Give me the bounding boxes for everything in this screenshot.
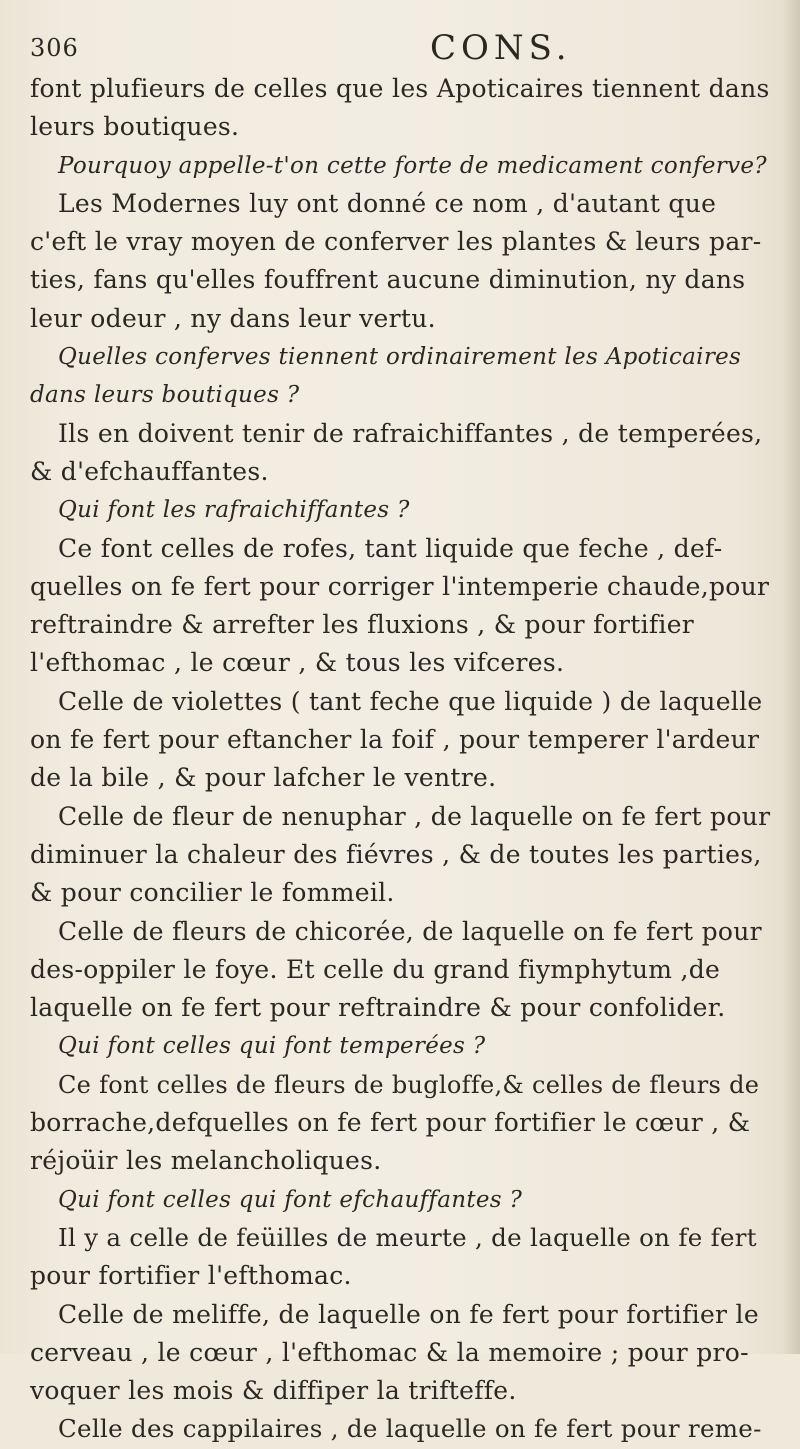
question-line: Pourquoy appelle-t'on cette forte de medicament conferve? <box>58 152 767 179</box>
text-line: voquer les mois & diffiper la trifteffe. <box>30 1376 517 1406</box>
question-line: Qui font les rafraichiffantes ? <box>58 497 410 524</box>
text-line: & pour concilier le fommeil. <box>30 878 395 908</box>
question-line: Quelles conferves tiennent ordinairement les Apoticaires <box>58 344 742 371</box>
text-line: des-oppiler le foye. Et celle du grand fiymphytum ,de <box>30 954 721 984</box>
text-line: quelles on fe fert pour corriger l'intemperie chaude,pour <box>30 571 770 601</box>
text-line: l'efthomac , le cœur , & tous les vifceres. <box>30 648 565 678</box>
text-line: Il y a celle de feüilles de meurte , de laquelle on fe fert <box>58 1222 757 1252</box>
text-line: reftraindre & arrefter les fluxions , & pour fortifier <box>30 610 695 640</box>
text-line: Celle de violettes ( tant feche que liquide ) de laquelle <box>58 686 763 716</box>
text-line: leurs boutiques. <box>30 112 240 142</box>
text-line: Celle de fleur de nenuphar , de laquelle on fe fert pour <box>58 801 771 831</box>
text-line: Ce font celles de fleurs de bugloffe,& celles de fleurs de <box>58 1070 760 1099</box>
text-line: de la bile , & pour lafcher le ventre. <box>30 763 497 793</box>
text-line: Ils en doivent tenir de rafraichiffantes , de temperées, <box>58 418 763 448</box>
text-line: on fe fert pour eftancher la foif , pour temperer l'ardeur <box>30 725 760 755</box>
text-line: c'eft le vray moyen de conferver les plantes & leurs par- <box>30 227 762 257</box>
text-line: Celle de meliffe, de laquelle on fe fert pour fortifier le <box>58 1299 759 1329</box>
text-line: font plufieurs de celles que les Apoticaires tiennent dans <box>30 74 770 103</box>
text-line: Celle des cappilaires , de laquelle on fe fert pour reme- <box>58 1414 762 1444</box>
text-line: ties, fans qu'elles fouffrent aucune diminution, ny dans <box>30 265 746 295</box>
text-line: Ce font celles de rofes, tant liquide que feche , def- <box>58 533 723 563</box>
text-line: Celle de fleurs de chicorée, de laquelle on fe fert pour <box>58 916 762 946</box>
page-edge-shadow <box>782 0 800 1354</box>
question-line: dans leurs boutiques ? <box>30 382 300 409</box>
page-number: 306 <box>30 34 79 62</box>
body-text <box>30 70 790 1449</box>
text-line: cerveau , le cœur , l'efthomac & la memoire ; pour pro- <box>30 1337 749 1367</box>
running-head: CONS. <box>430 28 572 68</box>
question-line: Qui font celles qui font temperées ? <box>58 1033 486 1060</box>
text-line: réjoüir les melancholiques. <box>30 1146 382 1176</box>
text-line: borrache,defquelles on fe fert pour fortifier le cœur , & <box>30 1108 751 1138</box>
question-line: Qui font celles qui font efchauffantes ? <box>58 1186 523 1213</box>
text-line: & d'efchauffantes. <box>30 456 269 486</box>
text-line: leur odeur , ny dans leur vertu. <box>30 303 436 333</box>
text-line: pour fortifier l'efthomac. <box>30 1261 352 1291</box>
text-line: Les Modernes luy ont donné ce nom , d'autant que <box>58 188 717 218</box>
text-line: laquelle on fe fert pour reftraindre & pour confolider. <box>30 993 726 1023</box>
text-line: diminuer la chaleur des fiévres , & de toutes les parties, <box>30 839 762 869</box>
